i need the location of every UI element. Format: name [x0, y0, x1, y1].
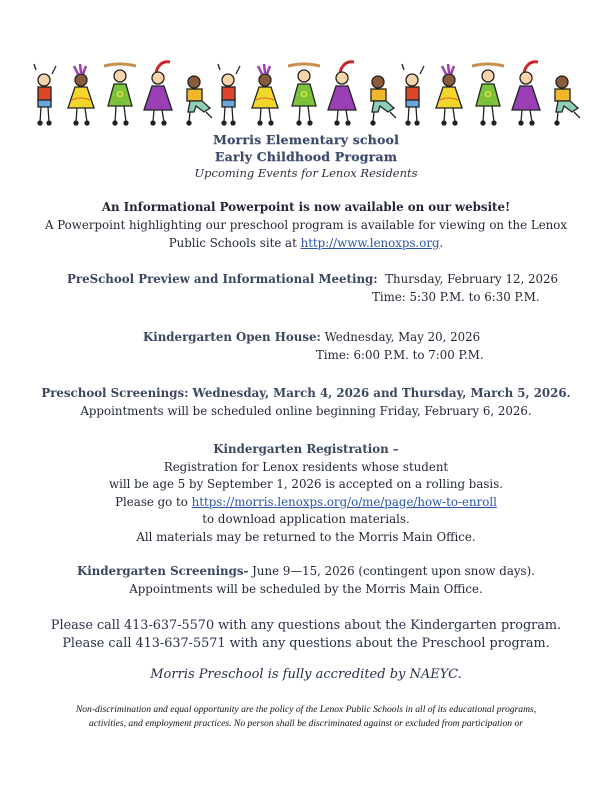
preview-meeting-section [67, 270, 587, 306]
k-registration-line1: Registration for Lenox residents whose student [163, 459, 449, 474]
enroll-link[interactable]: https://morris.lenoxps.org/o/me/page/how-to-enroll [191, 494, 497, 509]
k-registration-line2: will be age 5 by September 1, 2026 is accepted on a rolling basis. [109, 477, 503, 491]
k-registration-line4: to download application materials. [202, 512, 410, 526]
k-registration-line5: All materials may be returned to the Morris Main Office. [136, 529, 476, 544]
powerpoint-section [0, 198, 612, 252]
school-title: Morris Elementary school [212, 132, 399, 147]
preschool-screenings-note: Appointments will be scheduled online beginning Friday, February 6, 2026. [80, 404, 532, 418]
open-house-section [143, 328, 583, 364]
legal-notice [0, 703, 612, 731]
kindergarten-contact: Please call 413-637-5570 with any questions about the Kindergarten program. [50, 618, 562, 633]
powerpoint-line2: Public Schools site at http://www.lenoxps.org. [168, 236, 444, 250]
open-house-time: Time: 6:00 P.M. to 7:00 P.M. [316, 348, 484, 362]
legal-line2: activities, and employment practices. No person shall be discriminated against or excluded from participation or [89, 718, 523, 729]
open-house-label: Kindergarten Open House: [143, 330, 321, 344]
powerpoint-heading: An Informational Powerpoint is now available on our website! [101, 200, 511, 214]
preview-meeting-time: Time: 5:30 P.M. to 6:30 P.M. [372, 290, 540, 304]
k-screenings-note: Appointments will be scheduled by the Morris Main Office. [129, 582, 483, 596]
preview-meeting-date: Thursday, February 12, 2026 [385, 272, 559, 286]
k-registration-heading: Kindergarten Registration – [213, 442, 399, 456]
lenoxps-website-link[interactable]: http://www.lenoxps.org [300, 236, 440, 250]
preschool-screenings-heading: Preschool Screenings: Wednesday, March 4, 2026 and Thursday, March 5, 2026. [41, 386, 571, 400]
preview-meeting-label: PreSchool Preview and Informational Meeting: [67, 272, 378, 286]
preschool-contact: Please call 413-637-5571 with any questions about the Preschool program. [62, 636, 550, 651]
legal-line1: Non-discrimination and equal opportunity are the policy of the Lenox Public Schools in all of its educational programs, [75, 704, 537, 715]
k-registration-section [0, 441, 612, 546]
accreditation-note: Morris Preschool is fully accredited by NAEYC. [150, 667, 462, 682]
contacts-section [0, 617, 612, 653]
program-title: Early Childhood Program [214, 149, 398, 164]
k-screenings-text: June 9—15, 2026 (contingent upon snow days). [248, 564, 535, 578]
open-house-date: Wednesday, May 20, 2026 [324, 330, 481, 344]
k-registration-line3: Please go to https://morris.lenoxps.org/o/me/page/how-to-enroll [115, 494, 497, 509]
k-screenings-section [0, 562, 612, 598]
powerpoint-line1: A Powerpoint highlighting our preschool program is available for viewing on the Lenox [44, 218, 568, 232]
dancing-kids-banner [30, 60, 582, 132]
preschool-screenings-section [0, 384, 612, 420]
kids-illustration-icon [30, 60, 582, 132]
page-subtitle: Upcoming Events for Lenox Residents [194, 166, 418, 180]
k-screenings-label: Kindergarten Screenings- [77, 564, 249, 578]
